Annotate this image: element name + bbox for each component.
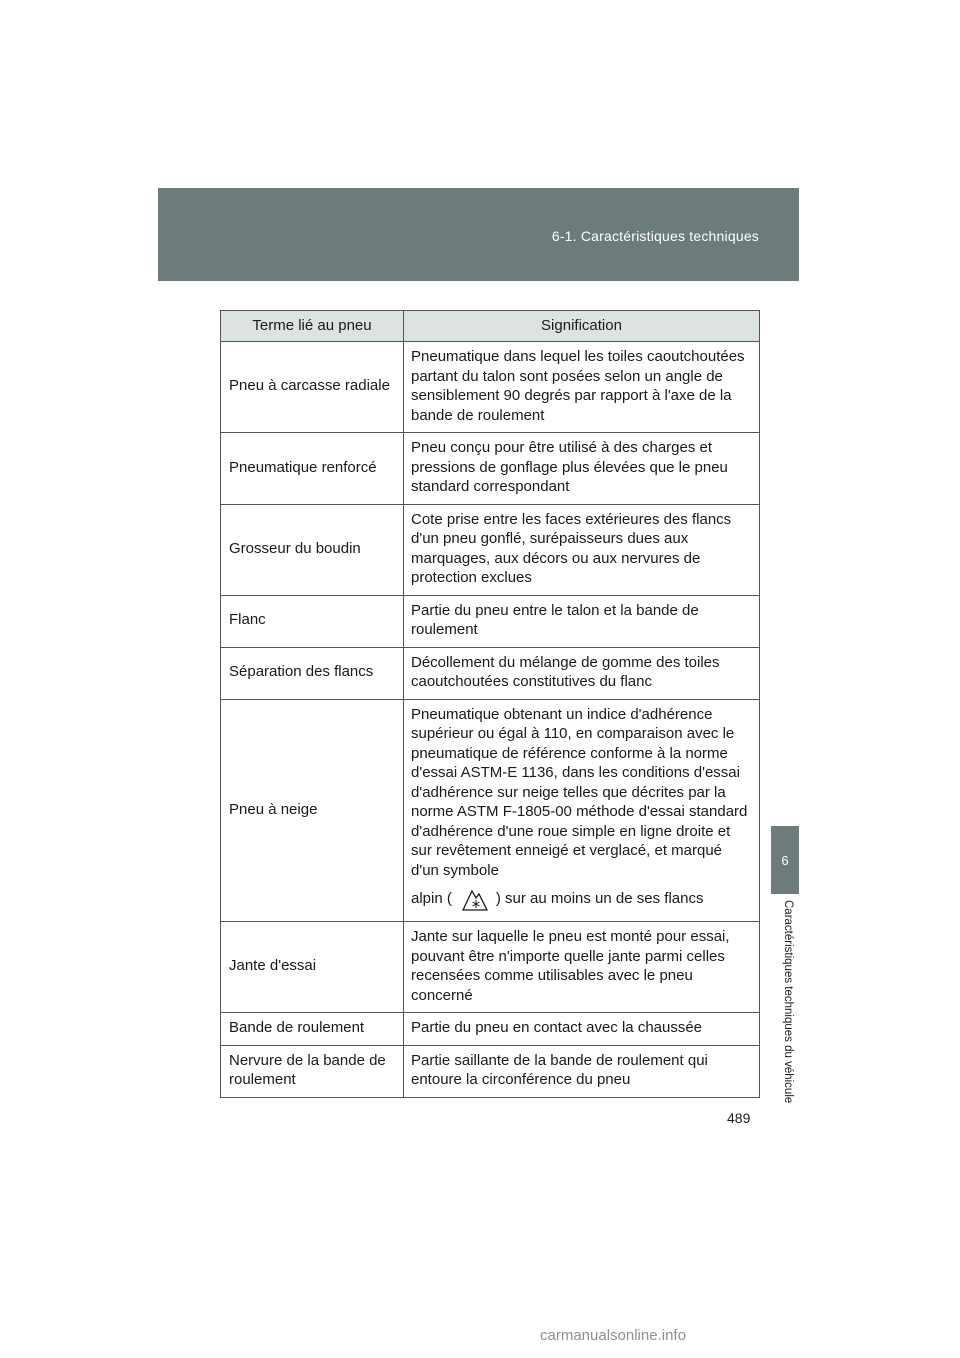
- alpine-symbol-line: [411, 884, 751, 914]
- term-cell: Pneumatique renforcé: [221, 433, 404, 505]
- tire-terms-table: [220, 310, 760, 1098]
- term-cell: Pneu à neige: [221, 699, 404, 922]
- chapter-number: 6: [781, 852, 789, 868]
- chapter-tab[interactable]: [771, 826, 799, 894]
- term-cell: Flanc: [221, 595, 404, 647]
- term-cell: Séparation des flancs: [221, 647, 404, 699]
- table-row: [221, 342, 760, 433]
- meaning-cell: [404, 699, 760, 922]
- term-cell: Nervure de la bande de roulement: [221, 1045, 404, 1097]
- snow-tire-definition: Pneumatique obtenant un indice d'adhérence supérieur ou égal à 110, en comparaison avec le pneumatique de référence conforme à la norme d'essai ASTM-E 1136, dans les conditions d'essai d'adhérence sur neige telles que décrites par la norme ASTM F-1805-00 méthode d'essai standard d'adhérence d'une roue simple en ligne droite et sur revêtement enneigé et verglacé, et marqué d'un symbole: [411, 705, 748, 879]
- meaning-cell: Pneumatique dans lequel les toiles caoutchoutées partant du talon sont posées selon un angle de sensiblement 90 degrés par rapport à l'axe de la bande de roulement: [404, 342, 760, 433]
- term-cell: Pneu à carcasse radiale: [221, 342, 404, 433]
- alpine-snow-icon: [460, 884, 490, 914]
- table-header-row: [221, 311, 760, 342]
- section-title: 6-1. Caractéristiques techniques: [551, 228, 759, 244]
- table-row: [221, 433, 760, 505]
- meaning-cell: Décollement du mélange de gomme des toiles caoutchoutées constitutives du flanc: [404, 647, 760, 699]
- alpine-prefix: alpin (: [411, 890, 452, 908]
- header-band: [158, 188, 799, 281]
- term-cell: Bande de roulement: [221, 1013, 404, 1046]
- meaning-cell: Partie saillante de la bande de roulement qui entoure la circonférence du pneu: [404, 1045, 760, 1097]
- page-number: 489: [727, 1110, 751, 1126]
- table-row: [221, 595, 760, 647]
- meaning-cell: Cote prise entre les faces extérieures des flancs d'un pneu gonflé, surépaisseurs dues aux marquages, aux décors ou aux nervures de protection exclues: [404, 504, 760, 595]
- alpine-suffix: ) sur au moins un de ses flancs: [495, 890, 704, 908]
- meaning-cell: Partie du pneu entre le talon et la bande de roulement: [404, 595, 760, 647]
- meaning-cell: Pneu conçu pour être utilisé à des charges et pressions de gonflage plus élevées que le pneu standard correspondant: [404, 433, 760, 505]
- term-cell: Grosseur du boudin: [221, 504, 404, 595]
- term-cell: Jante d'essai: [221, 922, 404, 1013]
- table-row: [221, 699, 760, 922]
- watermark-text: carmanualsonline.info: [540, 1327, 686, 1344]
- table-row: [221, 922, 760, 1013]
- table-row: [221, 1013, 760, 1046]
- column-header-meaning: Signification: [404, 311, 760, 342]
- table-row: [221, 647, 760, 699]
- meaning-cell: Jante sur laquelle le pneu est monté pour essai, pouvant être n'importe quelle jante parmi celles recensées comme utilisables avec le pneu concerné: [404, 922, 760, 1013]
- column-header-term: Terme lié au pneu: [221, 311, 404, 342]
- table-row: [221, 1045, 760, 1097]
- chapter-label: Caractéristiques techniques du véhicule: [782, 900, 794, 1104]
- meaning-cell: Partie du pneu en contact avec la chaussée: [404, 1013, 760, 1046]
- table-row: [221, 504, 760, 595]
